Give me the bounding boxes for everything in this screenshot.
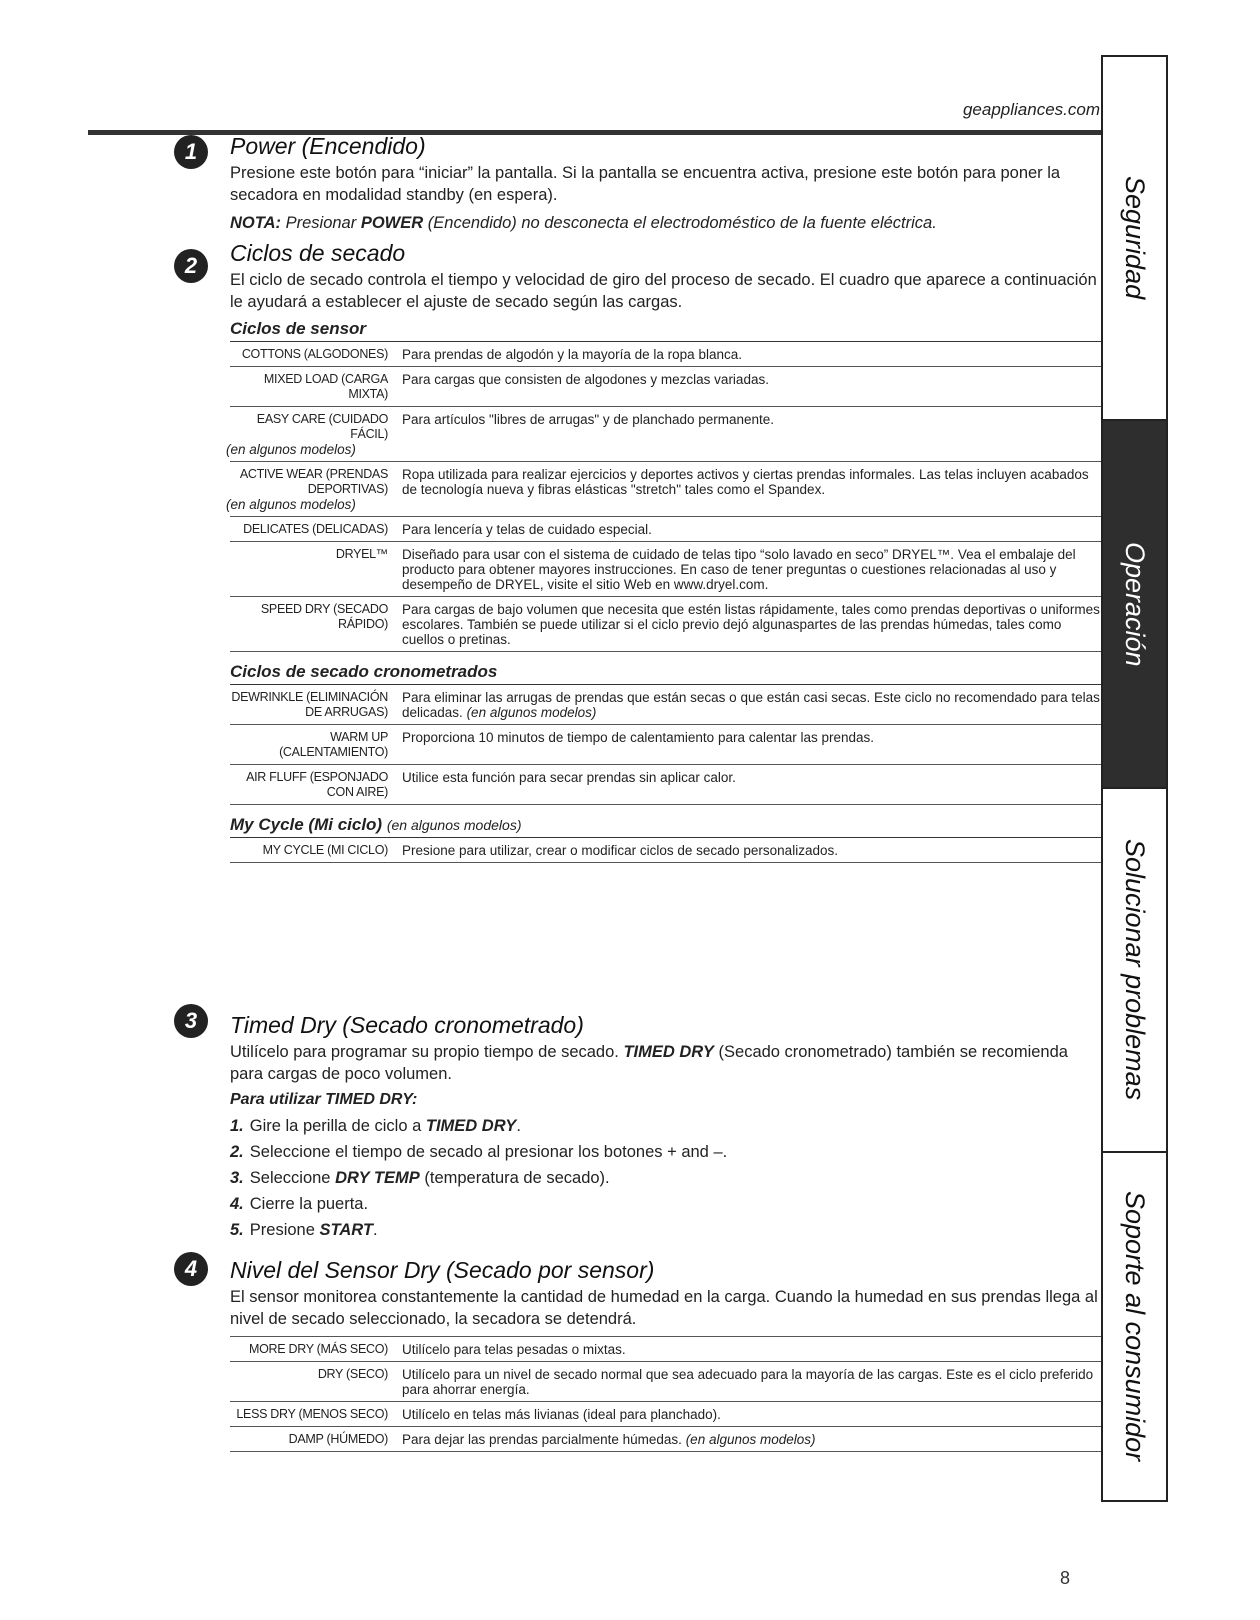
table-row <box>230 765 1102 805</box>
site-url: geappliances.com <box>962 100 1100 119</box>
side-tabs <box>1101 55 1168 1502</box>
section-1-badge: 1 <box>174 135 208 169</box>
steps-heading: Para utilizar TIMED DRY: <box>230 1091 418 1108</box>
section-title: Nivel del Sensor Dry (Secado por sensor) <box>230 1257 655 1283</box>
cycle-description: Utilícelo para telas pesadas o mixtas. <box>402 1342 626 1357</box>
mycycle-heading: My Cycle (Mi ciclo) (en algunos modelos) <box>230 815 1102 838</box>
cycle-description: Utilícelo en telas más livianas (ideal para planchado). <box>402 1407 721 1422</box>
cycle-description: Para cargas de bajo volumen que necesita que estén listas rápidamente, tales como prendas deportivas o uniformes escolares. También se puede utilizar si el ciclo previo dejó algunaspartes de las prendas húmedas, tales como cuellos o pretinas. <box>402 602 1100 647</box>
section-body: Presione este botón para “iniciar” la pantalla. Si la pantalla se encuentra activa, presione este botón para poner la secadora en modalidad standby (en espera). <box>230 164 1061 204</box>
tab-seguridad[interactable]: Seguridad <box>1103 57 1166 421</box>
list-item: 1. Gire la perilla de ciclo a TIMED DRY. <box>230 1117 521 1135</box>
cycle-description: Proporciona 10 minutos de tiempo de calentamiento para calentar las prendas. <box>402 730 875 745</box>
cycle-label: LESS DRY (MENOS SECO) <box>236 1407 388 1421</box>
cycle-label: DRYEL™ <box>335 547 388 561</box>
cycle-description: Utilice esta función para secar prendas sin aplicar calor. <box>402 770 736 785</box>
cycle-description: Para eliminar las arrugas de prendas que están secas o que están casi secas. Este ciclo no recomendado para telas delicadas. (en algunos modelos) <box>402 690 1100 720</box>
cycle-label: ACTIVE WEAR (PRENDAS DEPORTIVAS) (en algunos modelos) <box>226 467 388 512</box>
tab-soporte-consumidor[interactable]: Soporte al consumidor <box>1120 1191 1150 1462</box>
cycle-label: EASY CARE (CUIDADO FÁCIL) (en algunos modelos) <box>226 412 388 457</box>
cycle-label: DRY (SECO) <box>317 1367 388 1381</box>
section-ciclos <box>226 240 1102 863</box>
section-timed-dry <box>230 1012 1102 1243</box>
sensor-table <box>226 342 1102 652</box>
steps-list <box>230 1113 1102 1243</box>
note: NOTA: Presionar POWER (Encendido) no desconecta el electrodoméstico de la fuente eléctrica. <box>230 214 937 232</box>
model-note: (en algunos modelos) <box>466 705 597 720</box>
cycle-description: Para lencería y telas de cuidado especial. <box>402 522 652 537</box>
table-row <box>230 462 1102 517</box>
cycle-label: COTTONS (ALGODONES) <box>241 347 388 361</box>
cycle-label: DEWRINKLE (ELIMINACIÓN DE ARRUGAS) <box>231 690 388 719</box>
cycle-label: DELICATES (DELICADAS) <box>243 522 388 536</box>
cycle-description: Presione para utilizar, crear o modificar ciclos de secado personalizados. <box>402 843 838 858</box>
model-note: (en algunos modelos) <box>685 1432 816 1447</box>
table-row <box>230 685 1102 725</box>
list-item: 2. Seleccione el tiempo de secado al presionar los botones + and –. <box>230 1143 728 1161</box>
cycle-label: AIR FLUFF (ESPONJADO CON AIRE) <box>246 770 388 799</box>
table-row <box>230 542 1102 597</box>
table-row <box>230 838 1102 863</box>
cycle-description: Para cargas que consisten de algodones y mezclas variadas. <box>402 372 769 387</box>
list-item: 4. Cierre la puerta. <box>230 1195 369 1213</box>
cycle-description: Ropa utilizada para realizar ejercicios y deportes activos y ciertas prendas informales. Las telas incluyen acabados de tecnología nueva y fibras elásticas "stretch" tales como el Spandex. <box>402 467 1089 497</box>
table-row <box>230 725 1102 765</box>
table-row <box>230 1337 1102 1362</box>
timed-table <box>230 685 1102 805</box>
cycle-label: MIXED LOAD (CARGA MIXTA) <box>263 372 388 401</box>
cycle-label: SPEED DRY (SECADO RÁPIDO) <box>260 602 388 631</box>
section-body: El sensor monitorea constantemente la cantidad de humedad en la carga. Cuando la humedad en sus prendas llega al nivel de secado seleccionado, la secadora se detendrá. <box>230 1288 1098 1328</box>
cycle-label: DAMP (HÚMEDO) <box>288 1432 388 1446</box>
sensor-level-table <box>230 1336 1102 1452</box>
section-title: Power (Encendido) <box>230 133 426 159</box>
table-row <box>230 517 1102 542</box>
table-row <box>230 407 1102 462</box>
section-3-badge: 3 <box>174 1004 208 1038</box>
table-row <box>230 1402 1102 1427</box>
table-row <box>230 597 1102 652</box>
cycle-description: Para prendas de algodón y la mayoría de la ropa blanca. <box>402 347 742 362</box>
mycycle-table <box>230 838 1102 863</box>
cycle-description: Para artículos "libres de arrugas" y de planchado permanente. <box>402 412 775 427</box>
timed-heading: Ciclos de secado cronometrados <box>230 662 1102 685</box>
section-title: Timed Dry (Secado cronometrado) <box>230 1012 584 1038</box>
cycle-label: MY CYCLE (MI CICLO) <box>262 843 388 857</box>
list-item: 3. Seleccione DRY TEMP (temperatura de secado). <box>230 1169 610 1187</box>
section-sensor-dry <box>230 1257 1102 1452</box>
model-note: (en algunos modelos) <box>226 442 356 457</box>
cycle-label: WARM UP (CALENTAMIENTO) <box>279 730 388 759</box>
table-row <box>230 1362 1102 1402</box>
cycle-label: MORE DRY (MÁS SECO) <box>249 1342 388 1356</box>
model-note: (en algunos modelos) <box>226 497 356 512</box>
table-row <box>230 367 1102 407</box>
section-4-badge: 4 <box>174 1252 208 1286</box>
table-row <box>230 342 1102 367</box>
cycle-description: Para dejar las prendas parcialmente húmedas. (en algunos modelos) <box>402 1432 816 1447</box>
cycle-description: Diseñado para usar con el sistema de cuidado de telas tipo “solo lavado en seco” DRYEL™. Vea el embalaje del producto para obtener mayores instrucciones. En caso de tener preguntas o cuestiones relacionadas al uso y desempeño de DRYEL, visite el sitio Web en www.dryel.com. <box>402 547 1076 592</box>
page-number: 8 <box>1060 1568 1071 1588</box>
cycle-description: Utilícelo para un nivel de secado normal que sea adecuado para la mayoría de las cargas. Este es el ciclo preferido para ahorrar energía. <box>402 1367 1094 1397</box>
section-body: Utilícelo para programar su propio tiempo de secado. TIMED DRY (Secado cronometrado) también se recomienda para cargas de poco volumen. <box>230 1043 1068 1083</box>
section-power <box>230 133 1102 234</box>
sensor-heading: Ciclos de sensor <box>230 319 1102 342</box>
table-row <box>230 1427 1102 1452</box>
section-body: El ciclo de secado controla el tiempo y velocidad de giro del proceso de secado. El cuadro que aparece a continuación le ayudará a establecer el ajuste de secado según las cargas. <box>230 271 1097 311</box>
section-2-badge: 2 <box>174 249 208 283</box>
tab-operacion[interactable]: Operación <box>1103 421 1166 789</box>
list-item: 5. Presione START. <box>230 1221 378 1239</box>
section-title: Ciclos de secado <box>230 240 406 266</box>
tab-solucionar-problemas[interactable]: Solucionar problemas <box>1103 789 1166 1153</box>
